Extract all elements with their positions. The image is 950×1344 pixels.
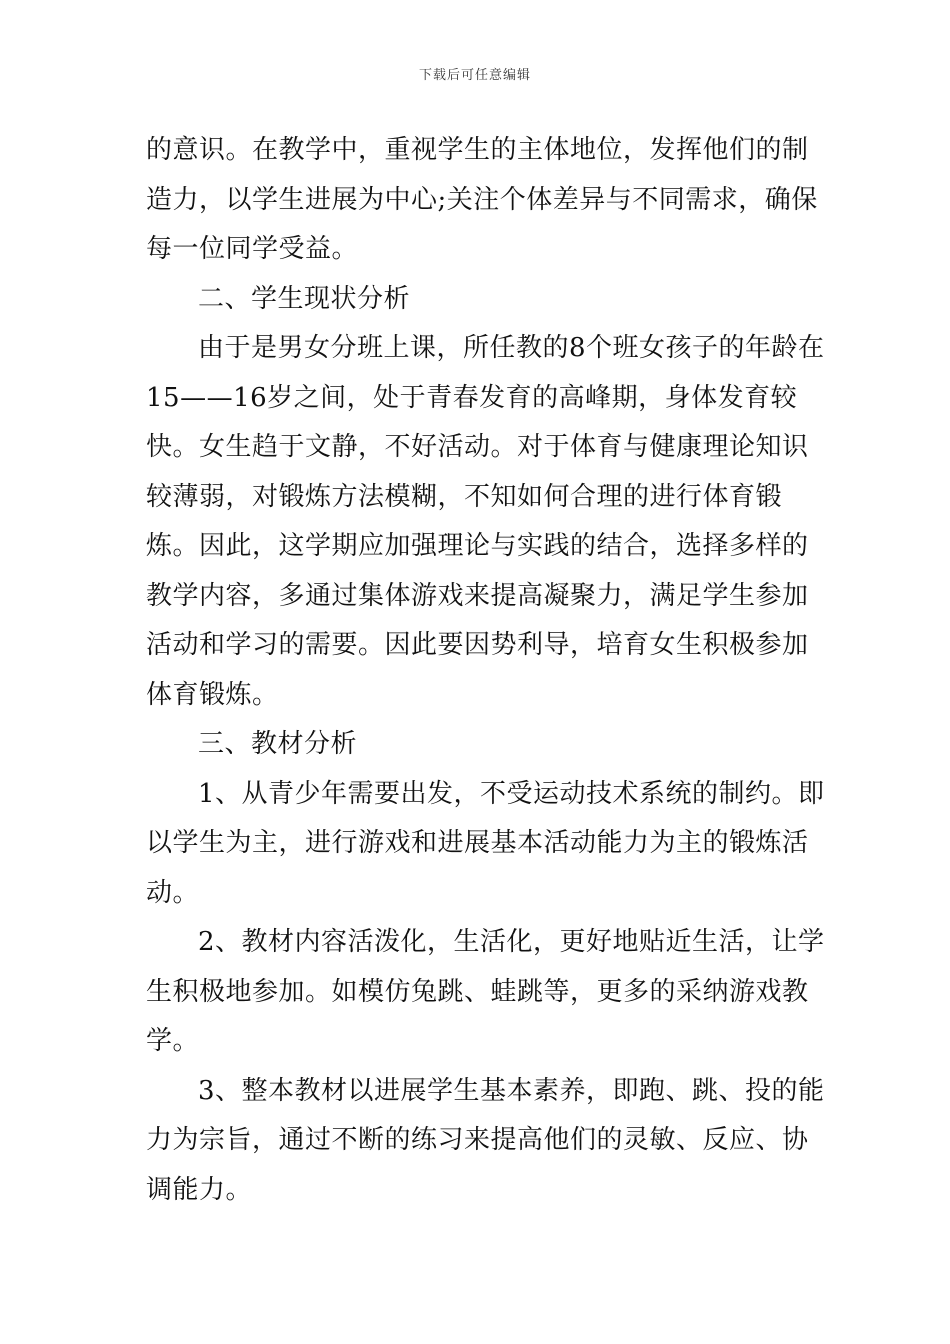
section-heading-student-analysis: 二、学生现状分析	[198, 283, 411, 314]
paragraph-continuation: 的意识。在教学中，重视学生的主体地位，发挥他们的制造力，以学生进展为中心;关注个体差异与不同需求，确保每一位同学受益。	[146, 135, 818, 264]
paragraph-point-1: 1、从青少年需要出发，不受运动技术系统的制约。即以学生为主，进行游戏和进展基本活动能力为主的锻炼活动。	[146, 778, 825, 908]
section-heading-textbook-analysis: 三、教材分析	[198, 729, 358, 759]
paragraph-point-2: 2、教材内容活泼化，生活化，更好地贴近生活，让学生积极地参加。如模仿兔跳、蛙跳等，更多的采纳游戏教学。	[146, 927, 825, 1056]
document-body	[146, 126, 826, 1215]
paragraph-student-analysis: 由于是男女分班上课，所任教的8个班女孩子的年龄在15——16岁之间，处于青春发育的高峰期，身体发育较快。女生趋于文静，不好活动。对于体育与健康理论知识较薄弱，对锻炼方法模糊，不知如何合理的进行体育锻炼。因此，这学期应加强理论与实践的结合，选择多样的教学内容，多通过集体游戏来提高凝聚力，满足学生参加活动和学习的需要。因此要因势利导，培育女生积极参加体育锻炼。	[146, 333, 825, 710]
paragraph-point-3: 3、整本教材以进展学生基本素养，即跑、跳、投的能力为宗旨，通过不断的练习来提高他们的灵敏、反应、协调能力。	[146, 1075, 825, 1205]
page-header: 下载后可任意编辑	[418, 68, 531, 83]
